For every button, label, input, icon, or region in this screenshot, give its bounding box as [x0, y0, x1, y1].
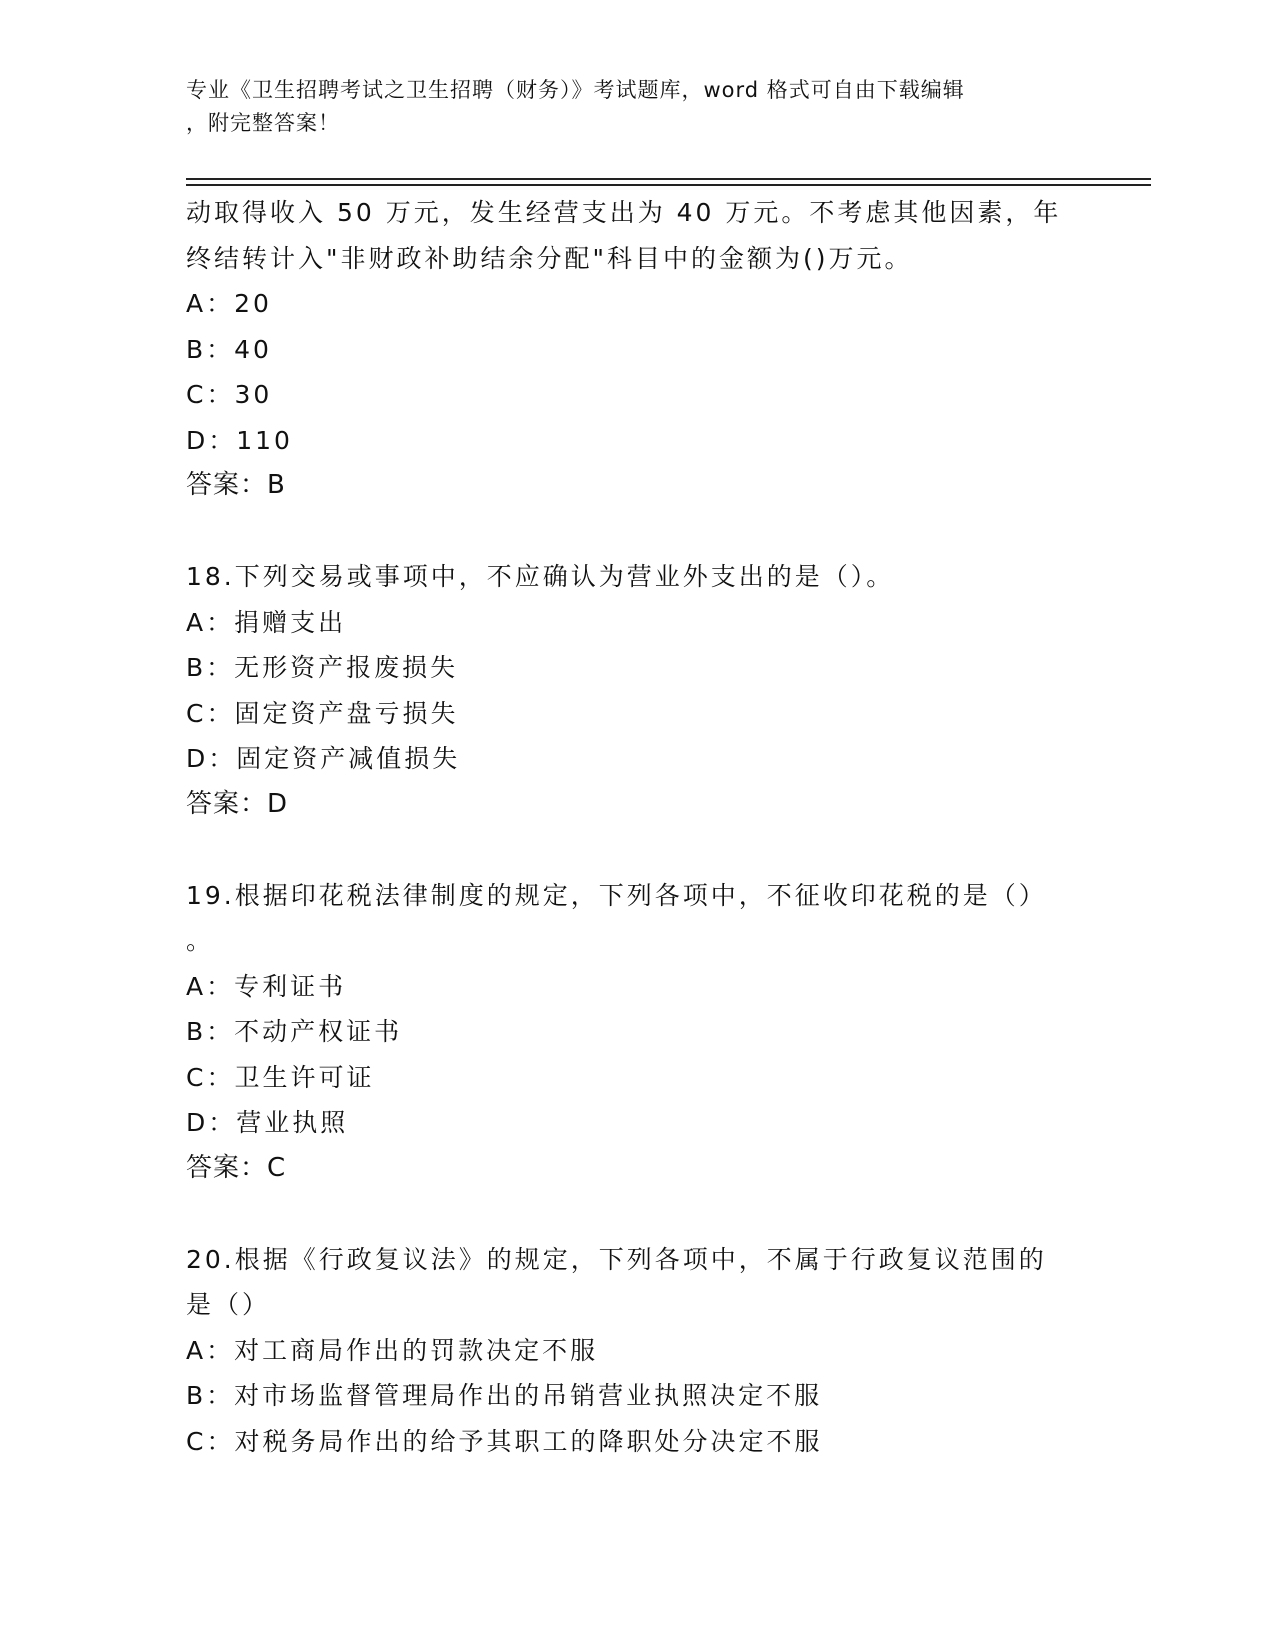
- spacer: [186, 509, 1066, 555]
- header-title-line-1: 专业《卫生招聘考试之卫生招聘（财务）》考试题库，word 格式可自由下载编辑: [186, 78, 965, 102]
- question-stem-line: 19.根据印花税法律制度的规定，下列各项中，不征收印花税的是（）: [186, 880, 1047, 910]
- option-b: B：不动产权证书: [186, 1017, 403, 1046]
- option-d: D：营业执照: [186, 1108, 349, 1137]
- continued-question: [186, 190, 1066, 509]
- option-c: C：卫生许可证: [186, 1062, 375, 1092]
- header-title-line-2: ，附完整答案！: [186, 111, 340, 135]
- option-a: A：对工商局作出的罚款决定不服: [186, 1335, 599, 1365]
- question-stem-line: 动取得收入 50 万元，发生经营支出为 40 万元。不考虑其他因素，年: [186, 198, 1062, 227]
- header-divider-top: [186, 178, 1151, 180]
- question-stem-line: 终结转计入"非财政补助结余分配"科目中的金额为()万元。: [186, 243, 913, 273]
- option-d: D：110: [186, 425, 293, 455]
- answer-line: 答案：D: [186, 788, 289, 819]
- spacer: [186, 827, 1066, 873]
- question-20: [186, 1237, 1066, 1465]
- question-18: [186, 554, 1066, 827]
- option-c: C：30: [186, 380, 273, 409]
- option-b: B：无形资产报废损失: [186, 653, 459, 682]
- option-b: B：对市场监督管理局作出的吊销营业执照决定不服: [186, 1381, 823, 1410]
- question-19: [186, 873, 1066, 1192]
- spacer: [186, 1191, 1066, 1237]
- question-stem-line: 是（）: [186, 1290, 271, 1319]
- header-divider-bottom: [186, 184, 1151, 186]
- answer-line: 答案：B: [186, 470, 286, 500]
- option-a: A：捐赠支出: [186, 607, 347, 637]
- option-d: D：固定资产减值损失: [186, 744, 461, 773]
- question-content: [186, 190, 1066, 1464]
- option-a: A：专利证书: [186, 971, 347, 1001]
- question-stem-line: 。: [186, 926, 215, 955]
- option-b: B：40: [186, 334, 272, 364]
- option-c: C：对税务局作出的给予其职工的降职处分决定不服: [186, 1426, 823, 1456]
- document-header: [186, 74, 1066, 140]
- option-c: C：固定资产盘亏损失: [186, 698, 459, 728]
- answer-line: 答案：C: [186, 1152, 287, 1183]
- option-a: A：20: [186, 289, 272, 318]
- question-stem-line: 18.下列交易或事项中，不应确认为营业外支出的是（）。: [186, 562, 895, 591]
- question-stem-line: 20.根据《行政复议法》的规定，下列各项中，不属于行政复议范围的: [186, 1244, 1047, 1274]
